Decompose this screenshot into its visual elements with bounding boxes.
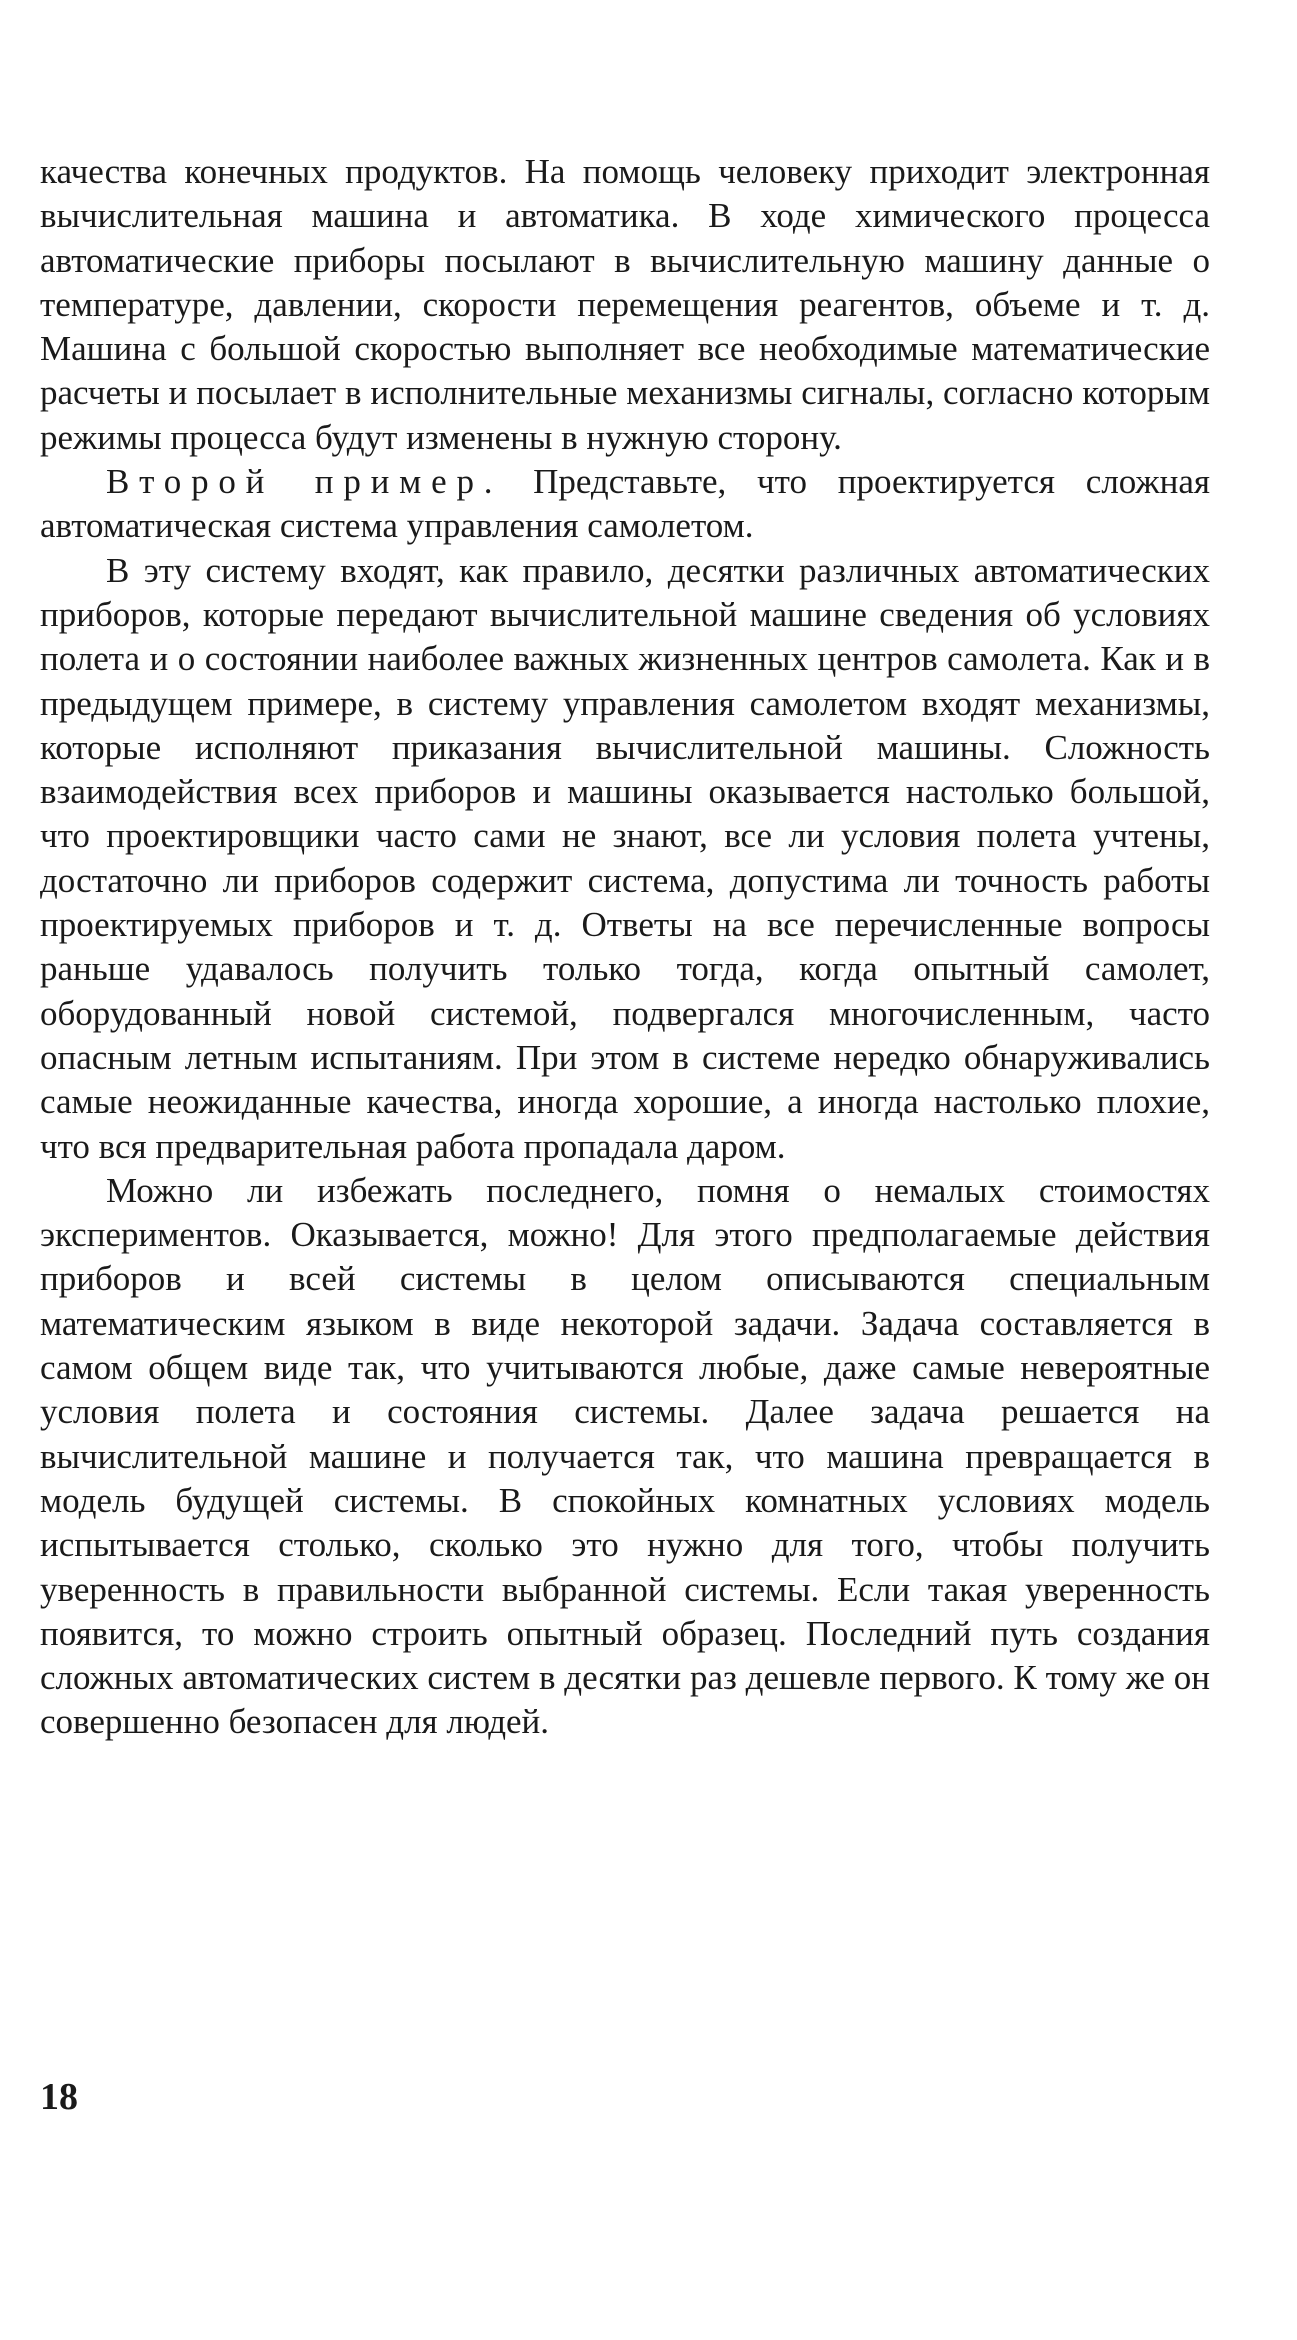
paragraph-4: Можно ли избежать последнего, помня о немалых стоимостях экспериментов. Оказывается, можно! Для этого предполагаемые действия приборов и всей системы в целом описываются специальным математическим языком в виде некоторой задачи. Задача составляется в самом общем виде так, что учитываются любые, даже самые невероятные условия полета и состояния системы. Далее задача решается на вычислительной машине и получается так, что машина превращается в модель будущей системы. В спокойных комнатных условиях модель испытывается столько, сколько это нужно для того, чтобы получить уверенность в правильности выбранной системы. Если такая уверенность появится, то можно строить опытный образец. Последний путь создания сложных автоматических систем в десятки раз дешевле первого. К тому же он совершенно безопасен для людей.: [40, 1170, 1210, 1742]
example-heading: Второй пример.: [106, 462, 503, 502]
paragraph-2: [40, 460, 1210, 549]
paragraph-3: В эту систему входят, как правило, десятки различных автоматических приборов, которые передают вычислительной машине сведения об условиях полета и о состоянии наиболее важных жизненных центров самолета. Как и в предыдущем примере, в систему управления самолетом входят механизмы, которые исполняют приказания вычислительной машины. Сложность взаимодействия всех приборов и машины оказывается настолько большой, что проектировщики часто сами не знают, все ли условия полета учтены, достаточно ли приборов содержит система, допустима ли точность работы проектируемых приборов и т. д. Ответы на все перечисленные вопросы раньше удавалось получить только тогда, когда опытный самолет, оборудованный новой системой, подвергался многочисленным, часто опасным летным испытаниям. При этом в системе нередко обнаруживались самые неожиданные качества, иногда хорошие, а иногда настолько плохие, что вся предварительная работа пропадала даром.: [40, 550, 1210, 1166]
page-body: [40, 150, 1210, 1745]
paragraph-2-text: Представьте, что проектируется сложная автоматическая система управления самолетом.: [40, 462, 1210, 546]
page-number: 18: [40, 2076, 78, 2118]
paragraph-1: качества конечных продуктов. На помощь человеку приходит электронная вычислительная машина и автоматика. В ходе химического процесса автоматические приборы посылают в вычислительную машину данные о температуре, давлении, скорости перемещения реагентов, объеме и т. д. Машина с большой скоростью выполняет все необходимые математические расчеты и посылает в исполнительные механизмы сигналы, согласно которым режимы процесса будут изменены в нужную сторону.: [40, 152, 1210, 457]
